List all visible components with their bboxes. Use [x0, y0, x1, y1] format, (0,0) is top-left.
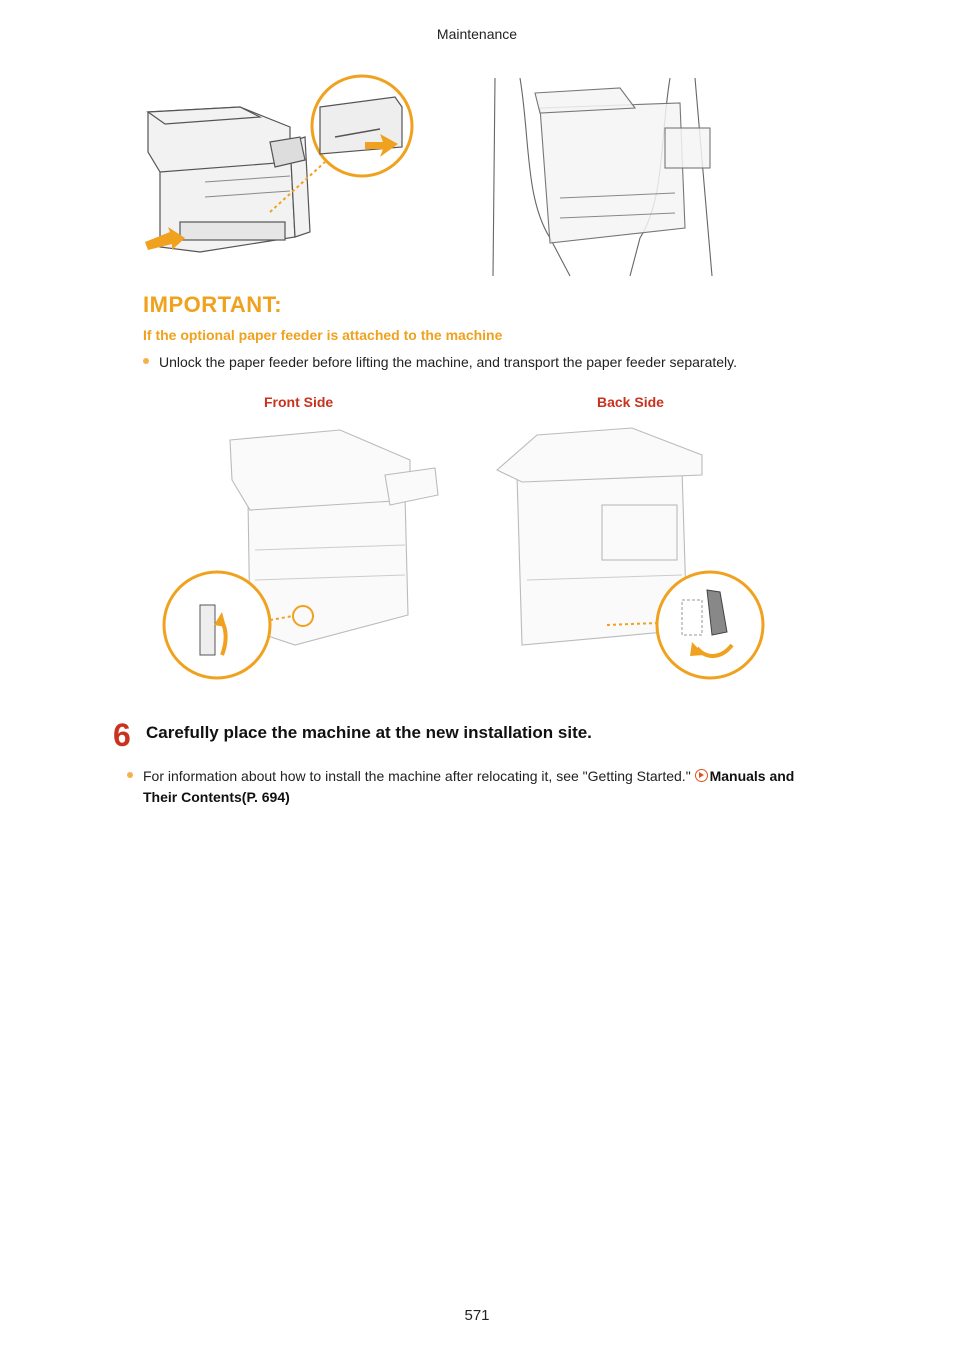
- printer-insert-illustration: [140, 72, 420, 262]
- step-bullet: [127, 766, 877, 787]
- bullet-dot-icon: [127, 772, 133, 778]
- important-title: IMPORTANT:: [143, 292, 283, 317]
- important-subheading: If the optional paper feeder is attached to the machine: [143, 327, 503, 343]
- step-title: Carefully place the machine at the new installation site.: [146, 723, 592, 742]
- lifting-machine-illustration: [490, 78, 725, 278]
- important-bullet-text: Unlock the paper feeder before lifting the machine, and transport the paper feeder separately.: [159, 354, 737, 370]
- running-header: Maintenance: [436, 26, 518, 42]
- manuals-link[interactable]: [695, 768, 795, 784]
- manuals-link-line1: Manuals and: [709, 768, 795, 784]
- front-side-illustration: [160, 420, 445, 685]
- back-side-illustration: [492, 420, 772, 685]
- link-arrow-icon: [695, 769, 708, 782]
- bullet-dot-icon: [143, 358, 149, 364]
- important-bullet: [143, 352, 737, 373]
- step-bullet-text: For information about how to install the machine after relocating it, see "Getting Started.": [143, 768, 691, 784]
- back-side-label: Back Side: [597, 394, 664, 410]
- front-side-label: Front Side: [264, 394, 334, 410]
- manuals-link-continued[interactable]: Their Contents(P. 694): [143, 789, 290, 805]
- page-number: 571: [464, 1307, 490, 1324]
- step-number: 6: [113, 717, 131, 753]
